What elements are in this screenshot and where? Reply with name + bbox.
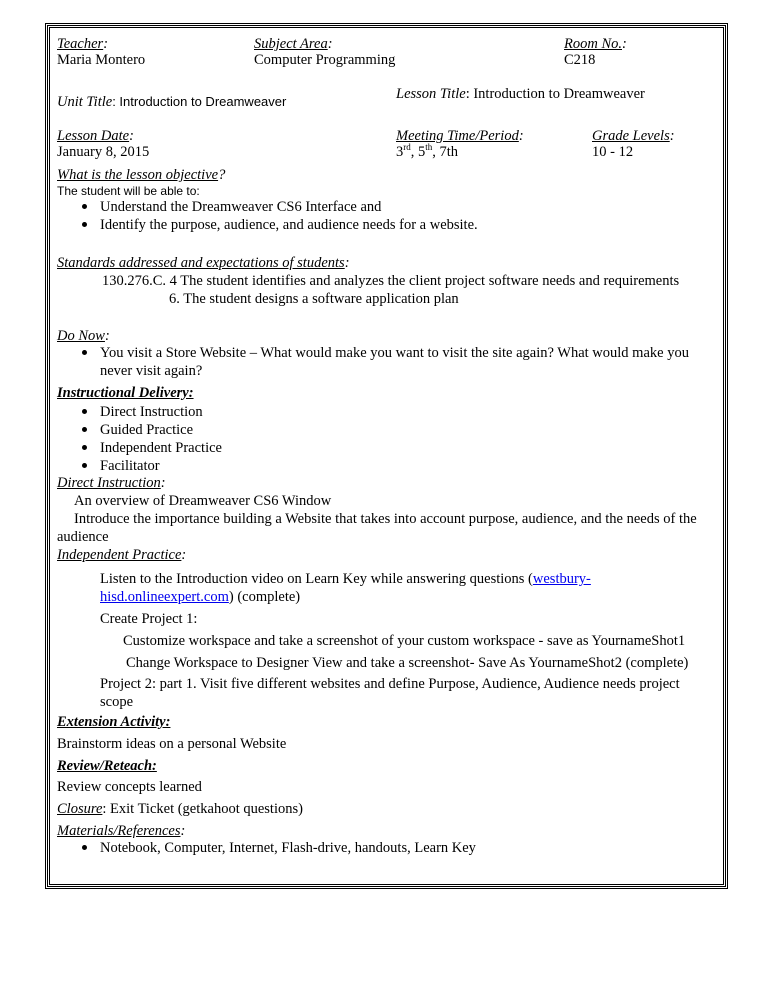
do-now-colon: : — [104, 328, 110, 344]
bullet-icon — [82, 222, 87, 227]
unit-title — [57, 94, 286, 110]
lesson-date-value: January 8, 2015 — [57, 144, 150, 160]
bullet-icon — [82, 845, 87, 850]
meeting-value — [396, 144, 458, 160]
materials-item: Notebook, Computer, Internet, Flash-drive, handouts, Learn Key — [100, 840, 476, 856]
meeting-label-text: Meeting Time/Period — [396, 128, 519, 144]
standards-line-2: 6. The student designs a software application plan — [169, 291, 459, 307]
independent-complete-text: ) (complete) — [228, 589, 301, 605]
meeting-sup-1: rd — [403, 142, 411, 153]
review-text: Review concepts learned — [57, 779, 202, 795]
teacher-colon: : — [103, 36, 109, 52]
grade-colon: : — [669, 128, 675, 144]
teacher-label-text: Teacher — [57, 36, 104, 52]
project-1-label: Create Project 1: — [100, 611, 198, 627]
meeting-colon: : — [518, 128, 524, 144]
independent-colon: : — [181, 547, 187, 563]
standards-line-1: 130.276.C. 4 The student identifies and analyzes the client project software needs and requirements — [102, 273, 680, 289]
project-1-line-1: Customize workspace and take a screenshot of your custom workspace - save as YournameShot1 — [123, 633, 686, 649]
grade-label — [592, 128, 675, 144]
bullet-icon — [82, 427, 87, 432]
objective-item-1: Understand the Dreamweaver CS6 Interface and — [100, 199, 382, 215]
project-1-line-2: Change Workspace to Designer View and take a screenshot- Save As YournameShot2 (complete) — [126, 655, 689, 671]
meeting-period-3: , 7th — [432, 144, 459, 160]
teacher-value: Maria Montero — [57, 52, 146, 68]
subject-colon: : — [327, 36, 333, 52]
direct-line-2: Introduce the importance building a Website that takes into account purpose, audience, and the needs of the — [74, 511, 697, 527]
independent-label — [57, 547, 186, 563]
direct-line-1: An overview of Dreamweaver CS6 Window — [74, 493, 332, 509]
independent-label-text: Independent Practice — [57, 547, 182, 563]
closure-label: Closure — [57, 801, 103, 817]
grade-label-text: Grade Levels — [592, 128, 670, 144]
instructional-item-3: Independent Practice — [100, 440, 222, 456]
instructional-item-2: Guided Practice — [100, 422, 194, 438]
closure-text: : Exit Ticket (getkahoot questions) — [102, 801, 303, 817]
lesson-date-label-text: Lesson Date — [57, 128, 130, 144]
instructional-item-1: Direct Instruction — [100, 404, 203, 420]
standards-colon: : — [344, 255, 350, 271]
independent-video — [100, 571, 591, 587]
independent-video-cont — [100, 589, 300, 605]
bullet-icon — [82, 350, 87, 355]
direct-label — [57, 475, 166, 491]
direct-label-text: Direct Instruction — [57, 475, 161, 491]
independent-video-text: Listen to the Introduction video on Learn Key while answering questions ( — [100, 571, 533, 587]
lesson-title-label: Lesson Title — [396, 86, 466, 102]
standards-label-text: Standards addressed and expectations of students — [57, 255, 345, 271]
standards-label — [57, 255, 350, 271]
project-2-line-2: scope — [100, 694, 134, 710]
meeting-period-1: 3 — [396, 144, 404, 160]
room-label — [564, 36, 627, 52]
meeting-period-2: , 5 — [410, 144, 426, 160]
instructional-item-4: Facilitator — [100, 458, 160, 474]
meeting-sup-2: th — [425, 142, 433, 153]
review-label: Review/Reteach: — [57, 758, 157, 774]
instructional-label: Instructional Delivery: — [57, 385, 194, 401]
objective-label-text: What is the lesson objective — [57, 167, 219, 183]
objective-qmark: ? — [218, 167, 226, 183]
unit-title-label: Unit Title — [57, 94, 113, 110]
room-value: C218 — [564, 52, 596, 68]
materials-label — [57, 823, 185, 839]
bullet-icon — [82, 445, 87, 450]
do-now-label-text: Do Now — [57, 328, 105, 344]
materials-label-text: Materials/References — [57, 823, 181, 839]
lesson-title — [396, 86, 645, 102]
extension-label: Extension Activity: — [57, 714, 171, 730]
onlineexpert-link-part-1[interactable]: westbury- — [532, 571, 591, 587]
lesson-date-label — [57, 128, 134, 144]
room-colon: : — [622, 36, 627, 52]
bullet-icon — [82, 409, 87, 414]
project-2-line-1: Project 2: part 1. Visit five different websites and define Purpose, Audience, Audience needs project — [100, 676, 680, 692]
grade-value: 10 - 12 — [592, 144, 634, 160]
room-label-text: Room No. — [564, 36, 622, 52]
do-now-label — [57, 328, 110, 344]
materials-colon: : — [180, 823, 186, 839]
bullet-icon — [82, 204, 87, 209]
do-now-line-1: You visit a Store Website – What would make you want to visit the site again? What would make you — [100, 345, 689, 361]
lesson-title-value: : Introduction to Dreamweaver — [465, 86, 645, 102]
teacher-label — [57, 36, 108, 52]
direct-line-3: audience — [57, 529, 109, 545]
direct-colon: : — [160, 475, 166, 491]
meeting-label — [396, 128, 524, 144]
objective-intro: The student will be able to: — [57, 184, 200, 198]
subject-value: Computer Programming — [254, 52, 396, 68]
lesson-date-colon: : — [129, 128, 134, 144]
objective-item-2: Identify the purpose, audience, and audience needs for a website. — [100, 217, 478, 233]
subject-label — [254, 36, 333, 52]
bullet-icon — [82, 463, 87, 468]
objective-label — [57, 167, 225, 183]
extension-text: Brainstorm ideas on a personal Website — [57, 736, 287, 752]
unit-title-value: : Introduction to Dreamweaver — [112, 94, 287, 109]
closure — [57, 801, 303, 817]
subject-label-text: Subject Area — [254, 36, 328, 52]
onlineexpert-link-part-2[interactable]: hisd.onlineexpert.com — [100, 589, 229, 605]
do-now-line-2: never visit again? — [100, 363, 203, 379]
